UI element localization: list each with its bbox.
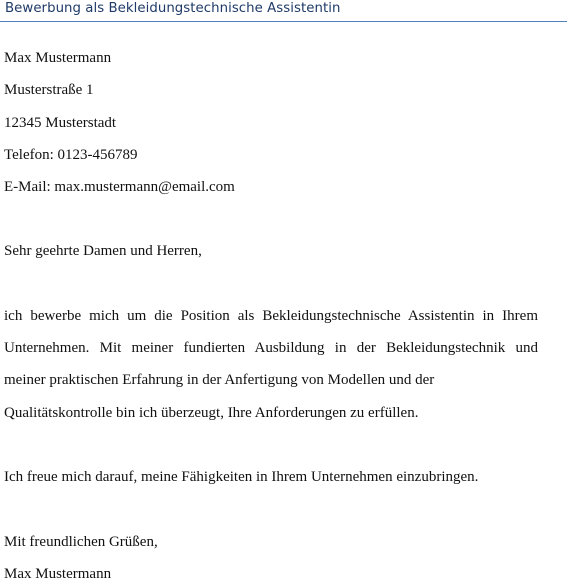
sender-name: Max Mustermann bbox=[4, 50, 112, 66]
signature: Max Mustermann bbox=[4, 566, 112, 582]
closing-paragraph: Ich freue mich darauf, meine Fähigkeiten in Ihrem Unternehmen einzubringen. bbox=[4, 469, 479, 485]
salutation: Sehr geehrte Damen und Herren, bbox=[4, 243, 202, 259]
sender-email: E-Mail: max.mustermann@email.com bbox=[4, 179, 235, 195]
document-header bbox=[0, 0, 567, 22]
paragraph-line: ich bewerbe mich um die Position als Bekleidungstechnische Assistentin in Ihrem bbox=[4, 308, 538, 324]
sender-street: Musterstraße 1 bbox=[4, 82, 94, 98]
sender-city: 12345 Musterstadt bbox=[4, 115, 117, 131]
document-title: Bewerbung als Bekleidungstechnische Assistentin bbox=[5, 1, 341, 16]
paragraph-line: meiner praktischen Erfahrung in der Anfertigung von Modellen und der bbox=[4, 372, 435, 388]
closing-phrase: Mit freundlichen Grüßen, bbox=[4, 534, 158, 550]
header-divider bbox=[0, 21, 567, 22]
paragraph-line: Unternehmen. Mit meiner fundierten Ausbildung in der Bekleidungstechnik und bbox=[4, 340, 538, 356]
sender-phone: Telefon: 0123-456789 bbox=[4, 147, 138, 163]
paragraph-line: Qualitätskontrolle bin ich überzeugt, Ihre Anforderungen zu erfüllen. bbox=[4, 405, 419, 421]
